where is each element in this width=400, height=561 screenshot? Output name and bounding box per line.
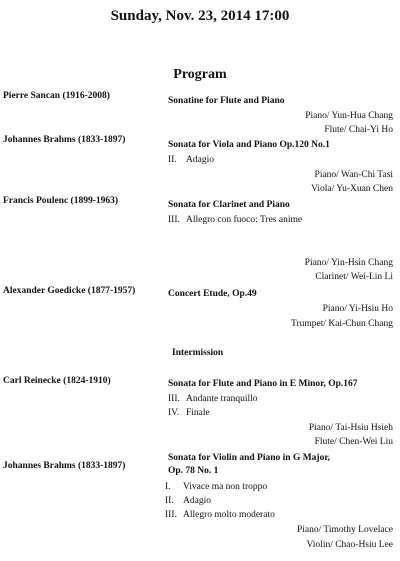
movement-title: Andante tranquillo (186, 394, 258, 404)
performer: Piano/ Yi-Hsiu Ho (322, 304, 393, 314)
performer: Viola/ Yu-Xuan Chen (311, 184, 393, 194)
work-title: Sonata for Flute and Piano in E Minor, Op.167 (168, 379, 358, 389)
performer: Piano/ Tai-Hsiu Hsieh (308, 423, 393, 433)
movement-item (168, 408, 210, 418)
intermission-label: Intermission (172, 348, 224, 358)
movement-number: III. (168, 394, 180, 404)
composer-name: Johannes Brahms (1833-1897) (3, 135, 126, 145)
performer: Flute/ Chen-Wei Liu (314, 437, 393, 447)
movement-number: II. (165, 496, 174, 506)
composer-name: Johannes Brahms (1833-1897) (3, 461, 126, 471)
performer: Piano/ Yun-Hua Chang (305, 111, 393, 121)
work-title: Concert Etude, Op.49 (168, 289, 257, 299)
movement-title: Adagio (186, 155, 214, 165)
performer: Piano/ Yin-Hsin Chang (304, 258, 393, 268)
movement-item (168, 394, 258, 404)
composer-name: Francis Poulenc (1899-1963) (3, 196, 119, 206)
movement-number: III. (168, 215, 180, 225)
movement-item (168, 215, 302, 225)
movement-item (165, 482, 267, 492)
movement-number: II. (168, 155, 177, 165)
movement-title: Finale (186, 408, 210, 418)
performer: Trumpet/ Kai-Chun Chang (290, 319, 393, 329)
work-title: Sonata for Clarinet and Piano (168, 200, 290, 210)
movement-title: Allegro con fuoco: Tres anime (186, 215, 303, 225)
program-heading: Program (173, 67, 227, 82)
concert-date: Sunday, Nov. 23, 2014 17:00 (110, 8, 290, 24)
composer-name: Alexander Goedicke (1877-1957) (3, 286, 136, 296)
performer: Violin/ Chao-Hsiu Lee (306, 540, 393, 550)
performer: Piano/ Timothy Lovelace (296, 525, 393, 535)
movement-title: Vivace ma non troppo (183, 482, 268, 492)
movement-number: IV. (168, 408, 180, 418)
performer: Clarinet/ Wei-Lin Li (315, 272, 393, 282)
movement-title: Adagio (183, 496, 211, 506)
movement-number: I. (165, 482, 171, 492)
movement-title: Allegro molto moderato (183, 510, 275, 520)
work-title: Sonata for Viola and Piano Op.120 No.1 (168, 140, 330, 150)
movement-item (165, 510, 275, 520)
composer-name: Pierre Sancan (1916-2008) (3, 91, 110, 101)
movement-item (165, 496, 211, 506)
movement-item (168, 155, 214, 165)
work-title: Sonatine for Flute and Piano (168, 96, 285, 106)
composer-name: Carl Reinecke (1824-1910) (3, 376, 111, 386)
movement-number: III. (165, 510, 177, 520)
work-title: Sonata for Violin and Piano in G Major, (168, 453, 331, 463)
performer: Flute/ Chai-Yi Ho (324, 125, 393, 135)
work-title-line-2: Op. 78 No. 1 (168, 466, 219, 476)
performer: Piano/ Wan-Chi Tasi (314, 170, 393, 180)
